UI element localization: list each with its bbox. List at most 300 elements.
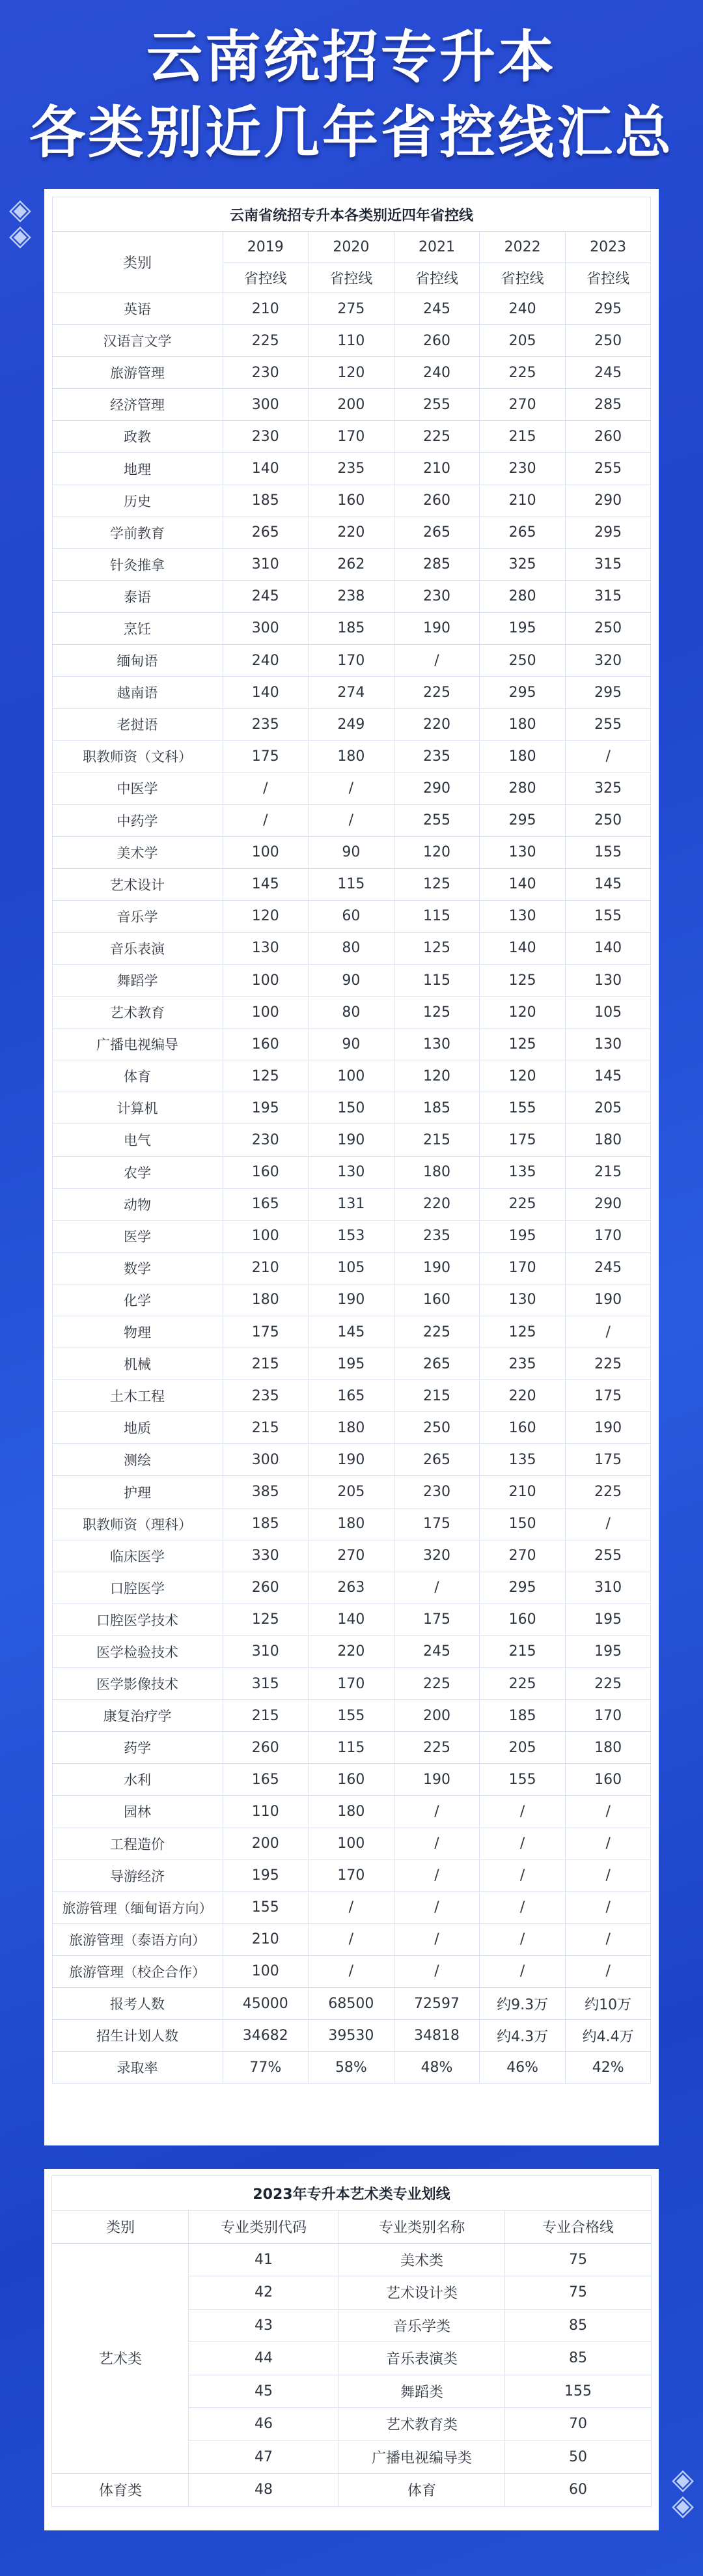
diamond-deco-icon: ◈	[9, 219, 31, 252]
score-cell: 100	[309, 1828, 394, 1860]
score-cell: 125	[480, 1028, 566, 1060]
score-cell: 190	[565, 1412, 651, 1444]
row-category: 临床医学	[52, 1540, 223, 1572]
score-cell: /	[309, 1891, 394, 1923]
art-code-cell: 44	[189, 2342, 338, 2375]
score-cell: 290	[565, 1188, 651, 1220]
score-cell: 155	[480, 1092, 566, 1124]
score-cell: 285	[394, 548, 480, 580]
score-cell: 195	[565, 1604, 651, 1635]
score-cell: 155	[309, 1700, 394, 1732]
score-cell: 265	[223, 517, 309, 548]
sub-header: 省控线	[394, 262, 480, 293]
score-cell: 290	[394, 772, 480, 804]
score-cell: 160	[223, 1156, 309, 1188]
table-row	[52, 1508, 651, 1540]
score-cell: /	[480, 1955, 566, 1987]
row-category: 数学	[52, 1252, 223, 1284]
score-cell: 215	[394, 1380, 480, 1412]
sub-header: 省控线	[223, 262, 309, 293]
score-cell: 130	[223, 932, 309, 964]
score-cell: 210	[394, 453, 480, 485]
score-cell: 155	[565, 836, 651, 868]
score-cell: 145	[565, 868, 651, 900]
row-category: 英语	[52, 293, 223, 325]
score-cell: 130	[565, 964, 651, 996]
score-cell: 180	[480, 709, 566, 741]
score-cell: 150	[480, 1508, 566, 1540]
score-cell: 295	[480, 677, 566, 709]
score-cell: /	[480, 1860, 566, 1891]
score-cell: 155	[565, 900, 651, 932]
table-row	[52, 1796, 651, 1828]
score-cell: 200	[309, 389, 394, 421]
score-cell: 230	[480, 453, 566, 485]
score-cell: 130	[480, 1284, 566, 1316]
table-row	[52, 1635, 651, 1667]
banner-title-line1: 云南统招专升本	[146, 25, 557, 90]
score-cell: 210	[480, 1476, 566, 1508]
score-cell: 131	[309, 1188, 394, 1220]
art-line-cell: 85	[505, 2342, 651, 2375]
table-row	[52, 2052, 651, 2084]
score-cell: 200	[394, 1700, 480, 1732]
score-cell: 265	[394, 517, 480, 548]
score-cell: 105	[309, 1252, 394, 1284]
pe-group-cell: 体育类	[52, 2474, 189, 2507]
score-cell: 170	[309, 421, 394, 453]
table-row	[52, 421, 651, 453]
score-cell: 295	[565, 293, 651, 325]
table-row	[52, 1060, 651, 1092]
score-cell: 120	[480, 997, 566, 1028]
table-row	[52, 357, 651, 389]
score-cell: 265	[480, 517, 566, 548]
table-row	[52, 325, 651, 357]
score-cell: 150	[309, 1092, 394, 1124]
table-row	[52, 1732, 651, 1764]
row-category: 政教	[52, 421, 223, 453]
table-row	[52, 2020, 651, 2052]
score-cell: 165	[309, 1380, 394, 1412]
score-cell: 160	[480, 1412, 566, 1444]
row-category: 历史	[52, 485, 223, 517]
art-code-cell: 42	[189, 2276, 338, 2310]
score-cell: 250	[394, 1412, 480, 1444]
score-cell: 195	[223, 1092, 309, 1124]
score-cell: 170	[480, 1252, 566, 1284]
score-cell: 215	[223, 1412, 309, 1444]
diamond-deco-icon: ◈	[9, 193, 31, 226]
art-code-cell: 45	[189, 2375, 338, 2408]
score-table-caption: 云南省统招专升本各类别近四年省控线	[52, 197, 651, 232]
score-cell: 295	[480, 804, 566, 836]
score-cell: 320	[394, 1540, 480, 1572]
score-cell: 100	[223, 1955, 309, 1987]
row-category: 电气	[52, 1124, 223, 1156]
score-cell: 225	[394, 677, 480, 709]
row-category: 药学	[52, 1732, 223, 1764]
row-category: 中医学	[52, 772, 223, 804]
score-cell: 165	[223, 1188, 309, 1220]
score-cell: 190	[394, 1764, 480, 1796]
table-row	[52, 485, 651, 517]
score-cell: 330	[223, 1540, 309, 1572]
score-cell: 249	[309, 709, 394, 741]
score-cell: 205	[565, 1092, 651, 1124]
score-cell: 120	[309, 357, 394, 389]
art-header-category: 类别	[52, 2211, 189, 2244]
score-cell: 215	[480, 421, 566, 453]
table-row	[52, 1188, 651, 1220]
table-row	[52, 548, 651, 580]
score-cell: 120	[394, 836, 480, 868]
table-row	[52, 517, 651, 548]
score-cell: 180	[309, 1796, 394, 1828]
score-cell: 120	[223, 900, 309, 932]
score-cell: 110	[223, 1796, 309, 1828]
table-row	[52, 677, 651, 709]
score-cell: /	[565, 1860, 651, 1891]
score-cell: 385	[223, 1476, 309, 1508]
score-cell: 255	[394, 389, 480, 421]
art-name-cell: 音乐学类	[338, 2309, 505, 2342]
score-cell: 250	[565, 612, 651, 644]
score-cell: 260	[223, 1732, 309, 1764]
score-cell: 210	[480, 485, 566, 517]
score-cell: /	[223, 804, 309, 836]
score-cell: 155	[223, 1891, 309, 1923]
score-cell: 255	[565, 709, 651, 741]
score-cell: 295	[565, 677, 651, 709]
score-cell: 255	[565, 1540, 651, 1572]
score-table-body	[52, 293, 651, 2084]
score-cell: 225	[394, 1316, 480, 1348]
score-cell: 58%	[309, 2052, 394, 2084]
row-category: 化学	[52, 1284, 223, 1316]
score-cell: 240	[480, 293, 566, 325]
score-cell: 235	[309, 453, 394, 485]
score-cell: 39530	[309, 2020, 394, 2052]
score-cell: /	[480, 1828, 566, 1860]
table-row	[52, 772, 651, 804]
score-cell: 290	[565, 485, 651, 517]
score-cell: 180	[309, 1508, 394, 1540]
art-code-cell: 41	[189, 2243, 338, 2276]
score-cell: 135	[480, 1444, 566, 1476]
score-cell: 125	[394, 997, 480, 1028]
score-cell: 72597	[394, 1987, 480, 2019]
row-category: 越南语	[52, 677, 223, 709]
score-cell: 260	[565, 421, 651, 453]
score-cell: 48%	[394, 2052, 480, 2084]
score-cell: 68500	[309, 1987, 394, 2019]
score-cell: 77%	[223, 2052, 309, 2084]
score-cell: 280	[480, 772, 566, 804]
score-cell: /	[565, 1828, 651, 1860]
table-row	[52, 1348, 651, 1380]
score-cell: 195	[309, 1348, 394, 1380]
score-cell: 240	[223, 645, 309, 677]
score-cell: 205	[480, 325, 566, 357]
score-cell: /	[480, 1796, 566, 1828]
row-category: 录取率	[52, 2052, 223, 2084]
table-row	[52, 1923, 651, 1955]
score-cell: 245	[565, 1252, 651, 1284]
table-row	[52, 612, 651, 644]
score-cell: /	[309, 1955, 394, 1987]
score-cell: 160	[309, 485, 394, 517]
score-cell: 125	[223, 1604, 309, 1635]
year-header: 2023	[565, 232, 651, 262]
score-cell: 200	[223, 1828, 309, 1860]
art-table-body	[52, 2243, 651, 2506]
score-cell: 325	[565, 772, 651, 804]
table-row	[52, 1700, 651, 1732]
score-cell: 160	[309, 1764, 394, 1796]
table-row	[52, 997, 651, 1028]
row-category: 工程造价	[52, 1828, 223, 1860]
score-cell: 180	[565, 1732, 651, 1764]
art-line-cell: 50	[505, 2441, 651, 2474]
score-cell: 125	[480, 964, 566, 996]
score-cell: 195	[480, 612, 566, 644]
score-cell: 185	[223, 485, 309, 517]
row-category: 动物	[52, 1188, 223, 1220]
score-cell: 125	[480, 1316, 566, 1348]
art-name-cell: 音乐表演类	[338, 2342, 505, 2375]
row-category: 口腔医学技术	[52, 1604, 223, 1635]
diamond-deco-icon: ◈	[672, 2463, 694, 2496]
score-cell: 274	[309, 677, 394, 709]
row-category: 经济管理	[52, 389, 223, 421]
art-line-cell: 75	[505, 2243, 651, 2276]
score-cell: 235	[480, 1348, 566, 1380]
row-category: 广播电视编导	[52, 1028, 223, 1060]
row-category: 职教师资（文科）	[52, 741, 223, 772]
score-cell: 295	[480, 1572, 566, 1604]
score-cell: 125	[394, 932, 480, 964]
score-cell: 220	[309, 1635, 394, 1667]
score-cell: 210	[223, 293, 309, 325]
table-row	[52, 1604, 651, 1635]
score-cell: 100	[223, 964, 309, 996]
table-row	[52, 1092, 651, 1124]
score-cell: 220	[309, 517, 394, 548]
row-category: 医学影像技术	[52, 1668, 223, 1700]
score-cell: 140	[223, 677, 309, 709]
score-cell: 225	[565, 1348, 651, 1380]
score-cell: 245	[394, 1635, 480, 1667]
art-header-name: 专业类别名称	[338, 2211, 505, 2244]
art-name-cell: 美术类	[338, 2243, 505, 2276]
score-cell: 225	[480, 1188, 566, 1220]
score-cell: 105	[565, 997, 651, 1028]
art-name-cell: 艺术设计类	[338, 2276, 505, 2310]
row-category: 职教师资（理科）	[52, 1508, 223, 1540]
row-category: 汉语言文学	[52, 325, 223, 357]
table-row	[52, 1955, 651, 1987]
score-cell: 100	[223, 997, 309, 1028]
score-cell: /	[565, 741, 651, 772]
table-row	[52, 1764, 651, 1796]
score-cell: 220	[480, 1380, 566, 1412]
score-cell: 220	[394, 1188, 480, 1220]
art-line-cell: 70	[505, 2408, 651, 2441]
score-cell: 190	[394, 1252, 480, 1284]
row-category: 老挝语	[52, 709, 223, 741]
table-row	[52, 709, 651, 741]
row-category: 音乐学	[52, 900, 223, 932]
table-row	[52, 836, 651, 868]
score-cell: 190	[565, 1284, 651, 1316]
table-row	[52, 868, 651, 900]
score-cell: /	[565, 1796, 651, 1828]
score-cell: 175	[565, 1380, 651, 1412]
score-cell: 260	[394, 485, 480, 517]
score-cell: 180	[309, 1412, 394, 1444]
row-category: 中药学	[52, 804, 223, 836]
score-cell: 265	[394, 1348, 480, 1380]
row-category: 计算机	[52, 1092, 223, 1124]
table-row	[52, 2243, 651, 2276]
score-cell: 195	[565, 1635, 651, 1667]
score-cell: /	[394, 1860, 480, 1891]
score-cell: 110	[309, 325, 394, 357]
row-category: 烹饪	[52, 612, 223, 644]
art-code-cell: 47	[189, 2441, 338, 2474]
score-cell: 230	[223, 1124, 309, 1156]
table-row	[52, 580, 651, 612]
score-cell: 190	[309, 1124, 394, 1156]
score-cell: 155	[480, 1764, 566, 1796]
score-cell: 215	[480, 1635, 566, 1667]
score-cell: 285	[565, 389, 651, 421]
score-cell: 115	[309, 1732, 394, 1764]
score-cell: 185	[480, 1700, 566, 1732]
score-table	[52, 197, 652, 2084]
score-cell: 310	[223, 548, 309, 580]
score-cell: 160	[480, 1604, 566, 1635]
score-cell: 130	[394, 1028, 480, 1060]
score-cell: 175	[223, 1316, 309, 1348]
table-row	[52, 2474, 651, 2507]
score-cell: 115	[309, 868, 394, 900]
score-cell: 90	[309, 1028, 394, 1060]
row-category: 医学检验技术	[52, 1635, 223, 1667]
score-cell: 270	[480, 389, 566, 421]
table-row	[52, 964, 651, 996]
table-row	[52, 1252, 651, 1284]
score-cell: 225	[394, 1732, 480, 1764]
score-cell: 300	[223, 1444, 309, 1476]
score-cell: 45000	[223, 1987, 309, 2019]
score-cell: 265	[394, 1444, 480, 1476]
score-cell: 270	[480, 1540, 566, 1572]
score-cell: 310	[565, 1572, 651, 1604]
row-category: 学前教育	[52, 517, 223, 548]
score-cell: 190	[394, 612, 480, 644]
score-cell: /	[565, 1955, 651, 1987]
score-cell: 245	[223, 580, 309, 612]
row-category: 康复治疗学	[52, 1700, 223, 1732]
score-cell: 130	[480, 836, 566, 868]
score-cell: 315	[223, 1668, 309, 1700]
column-header-category: 类别	[52, 232, 223, 293]
score-cell: 145	[565, 1060, 651, 1092]
score-cell: 120	[480, 1060, 566, 1092]
row-category: 艺术设计	[52, 868, 223, 900]
row-category: 舞蹈学	[52, 964, 223, 996]
score-cell: /	[394, 1955, 480, 1987]
art-name-cell: 广播电视编导类	[338, 2441, 505, 2474]
row-category: 报考人数	[52, 1987, 223, 2019]
score-cell: 235	[223, 1380, 309, 1412]
art-line-cell: 75	[505, 2276, 651, 2310]
score-cell: 230	[223, 357, 309, 389]
score-cell: 170	[309, 645, 394, 677]
row-category: 水利	[52, 1764, 223, 1796]
score-cell: 90	[309, 964, 394, 996]
score-cell: 230	[223, 421, 309, 453]
row-category: 音乐表演	[52, 932, 223, 964]
score-cell: 140	[565, 932, 651, 964]
score-cell: 262	[309, 548, 394, 580]
year-header: 2022	[480, 232, 566, 262]
score-cell: /	[565, 1508, 651, 1540]
score-cell: /	[394, 645, 480, 677]
score-cell: 225	[565, 1668, 651, 1700]
score-cell: 42%	[565, 2052, 651, 2084]
score-cell: 250	[565, 325, 651, 357]
score-cell: /	[565, 1891, 651, 1923]
score-cell: 115	[394, 964, 480, 996]
score-cell: 250	[565, 804, 651, 836]
table-row	[52, 1316, 651, 1348]
score-cell: 175	[223, 741, 309, 772]
year-header: 2020	[309, 232, 394, 262]
art-header-line: 专业合格线	[505, 2211, 651, 2244]
row-category: 艺术教育	[52, 997, 223, 1028]
row-category: 土木工程	[52, 1380, 223, 1412]
score-cell: 195	[480, 1220, 566, 1252]
score-cell: 140	[223, 453, 309, 485]
score-cell: 145	[223, 868, 309, 900]
row-category: 旅游管理（校企合作）	[52, 1955, 223, 1987]
score-cell: 135	[480, 1156, 566, 1188]
score-cell: 125	[394, 868, 480, 900]
score-cell: 255	[565, 453, 651, 485]
table-row	[52, 1156, 651, 1188]
year-header: 2019	[223, 232, 309, 262]
score-cell: 165	[223, 1764, 309, 1796]
score-cell: 185	[309, 612, 394, 644]
score-cell: 300	[223, 389, 309, 421]
row-category: 旅游管理（泰语方向）	[52, 1923, 223, 1955]
table-row	[52, 1828, 651, 1860]
score-cell: /	[565, 1923, 651, 1955]
table-row	[52, 1668, 651, 1700]
score-cell: 245	[565, 357, 651, 389]
score-cell: 190	[309, 1444, 394, 1476]
table-row	[52, 900, 651, 932]
score-cell: 90	[309, 836, 394, 868]
score-cell: /	[309, 804, 394, 836]
score-cell: 175	[480, 1124, 566, 1156]
score-cell: 205	[309, 1476, 394, 1508]
score-cell: 195	[223, 1860, 309, 1891]
score-cell: /	[394, 1891, 480, 1923]
